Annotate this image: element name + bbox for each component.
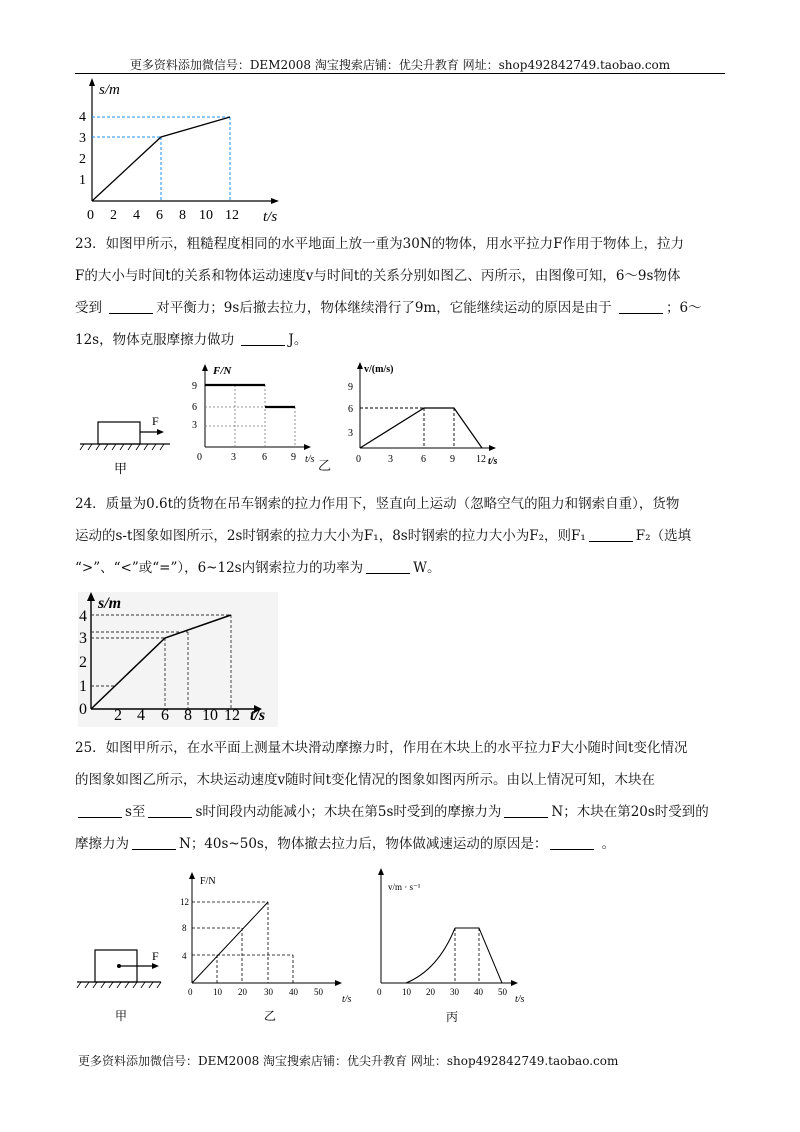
text: J。 [288,332,308,348]
q23-graph-v-t [340,360,510,475]
x-tick: 9 [291,452,296,463]
text: 摩擦力为 [75,836,129,852]
y-tick: 3 [79,131,86,146]
text: 12s，物体克服摩擦力做功 [75,332,239,348]
x-tick: 30 [264,987,273,997]
question-24 [75,488,725,584]
x-axis-label: t/s [515,994,525,1005]
y-tick: 9 [348,382,353,393]
q24-line [75,520,725,552]
y-tick: 0 [79,701,87,718]
x-tick: 9 [450,454,455,465]
x-tick: 0 [87,208,94,223]
header-divider [75,73,725,74]
x-tick: 20 [238,987,247,997]
figure-label: 甲 [114,461,128,476]
figure-label: 甲 [115,1009,128,1023]
figure-label: 乙 [264,1009,277,1023]
text: W。 [413,560,441,576]
y-tick: 2 [79,152,86,167]
x-tick: 6 [161,707,169,724]
q23-line [75,292,725,324]
x-tick: 4 [133,208,140,223]
x-tick: 8 [179,208,186,223]
q25-line [75,828,725,860]
x-tick: 3 [388,454,393,465]
y-axis-label: F/N [213,365,232,377]
x-tick: 30 [450,987,459,997]
x-tick: 0 [197,452,202,463]
answer-blank[interactable] [366,559,410,574]
x-tick: 6 [262,452,267,463]
y-axis-label: s/m [99,82,120,98]
text: N；40s~50s，物体撤去拉力后，物体做减速运动的原因是： [179,836,548,852]
x-tick: 10 [402,987,411,997]
x-tick: 2 [110,208,117,223]
y-tick: 1 [79,173,86,188]
q23-line: 23．如图甲所示，粗糙程度相同的水平地面上放一重为30N的物体，用水平拉力F作用于物体上，拉力 [75,236,685,252]
x-tick: 4 [137,707,145,724]
question-25 [75,732,725,860]
y-axis-label: F/N [200,876,216,887]
x-tick: 12 [224,707,240,724]
q25-graph-F-t [180,870,360,1030]
question-23 [75,228,725,356]
answer-blank[interactable] [109,299,153,314]
x-tick: 6 [156,208,163,223]
text: s时间段内动能减小；木块在第5s时受到的摩擦力为 [195,804,502,820]
answer-blank[interactable] [78,803,122,818]
x-axis-label: t/s [342,994,352,1005]
x-tick: 40 [474,987,483,997]
y-tick: 8 [182,923,187,933]
x-tick: 3 [231,452,236,463]
q25-line: 的图象如图乙所示，木块运动速度v随时间t变化情况的图象如图丙所示。由以上情况可知，木块在 [75,772,656,788]
y-tick: 4 [79,110,86,125]
y-axis-label: v/(m/s) [364,364,394,375]
x-axis-label: t/s [263,209,278,225]
text: N；木块在第20s时受到的 [551,804,709,820]
x-tick: 10 [202,707,218,724]
x-tick: 20 [426,987,435,997]
text: s至 [125,804,146,820]
y-axis-label: v/m · s⁻¹ [388,882,421,892]
q25-graph-v-t [368,866,538,1031]
x-tick: 0 [356,454,361,465]
figure-label: 丙 [446,1010,459,1024]
text: ；6～ [666,300,702,316]
q23-figure-jia [80,410,180,480]
text: 对平衡力；9s后撤去拉力，物体继续滑行了9m，它能继续运动的原因是由于 [156,300,616,316]
q25-figure-jia [75,945,185,1025]
force-label: F [152,414,159,428]
x-tick: 50 [314,987,323,997]
q23-line: F的大小与时间t的关系和物体运动速度v与时间t的关系分别如图乙、丙所示，由图像可知，6～9s物体 [75,268,681,284]
q24-line: 24．质量为0.6t的货物在吊车钢索的拉力作用下，竖直向上运动（忽略空气的阻力和钢索自重），货物 [75,496,680,512]
x-axis-label: t/s [488,456,498,467]
answer-blank[interactable] [148,803,192,818]
y-axis-label: s/m [98,595,122,612]
x-tick: 2 [114,707,122,724]
x-tick: 0 [188,987,193,997]
answer-blank[interactable] [589,527,633,542]
q25-line: 25．如图甲所示，在水平面上测量木块滑动摩擦力时，作用在木块上的水平拉力F大小随时间t变化情况 [75,740,688,756]
x-tick: 10 [199,208,213,223]
y-tick: 6 [192,402,197,413]
x-tick: 0 [377,987,382,997]
x-tick: 40 [289,987,298,997]
graph-top-s-t [75,76,295,226]
text: F₂（选填 [635,528,692,544]
force-label: F [152,949,159,963]
x-tick: 10 [213,987,222,997]
x-tick: 50 [498,987,507,997]
figure-label: 乙 [318,459,332,474]
answer-blank[interactable] [504,803,548,818]
y-tick: 1 [79,678,87,695]
x-tick: 6 [421,454,426,465]
x-tick: 12 [225,208,239,223]
answer-blank[interactable] [619,299,663,314]
answer-blank[interactable] [550,835,594,850]
y-tick: 9 [192,381,197,392]
y-tick: 3 [192,420,197,431]
x-tick: 12 [476,454,486,465]
y-tick: 6 [348,404,353,415]
answer-blank[interactable] [132,835,176,850]
y-tick: 3 [348,428,353,439]
x-axis-label: t/s [305,454,315,465]
q25-line [75,796,725,828]
x-axis-label: t/s [250,707,266,724]
text: 受到 [75,300,107,316]
answer-blank[interactable] [241,331,285,346]
page-header: 更多资料添加微信号：DEM2008 淘宝搜索店铺：优尖升教育 网址：shop492842749.taobao.com [129,58,671,72]
text: 运动的s-t图象如图所示，2s时钢索的拉力大小为F₁，8s时钢索的拉力大小为F₂，则F₁ [75,528,586,544]
x-tick: 8 [184,707,192,724]
q23-line [75,324,725,356]
q23-graph-F-t [185,362,335,472]
text: 。 [597,836,616,852]
y-tick: 4 [79,608,87,625]
text: “>”、“<”或“=”），6~12s内钢索拉力的功率为 [75,560,364,576]
q24-line [75,552,725,584]
y-tick: 3 [79,630,87,647]
q24-graph-s-t [78,592,278,727]
y-tick: 4 [182,951,187,961]
y-tick: 12 [180,897,189,907]
page-footer: 更多资料添加微信号：DEM2008 淘宝搜索店铺：优尖升教育 网址：shop492842749.taobao.com [78,1054,619,1068]
y-tick: 2 [79,654,87,671]
